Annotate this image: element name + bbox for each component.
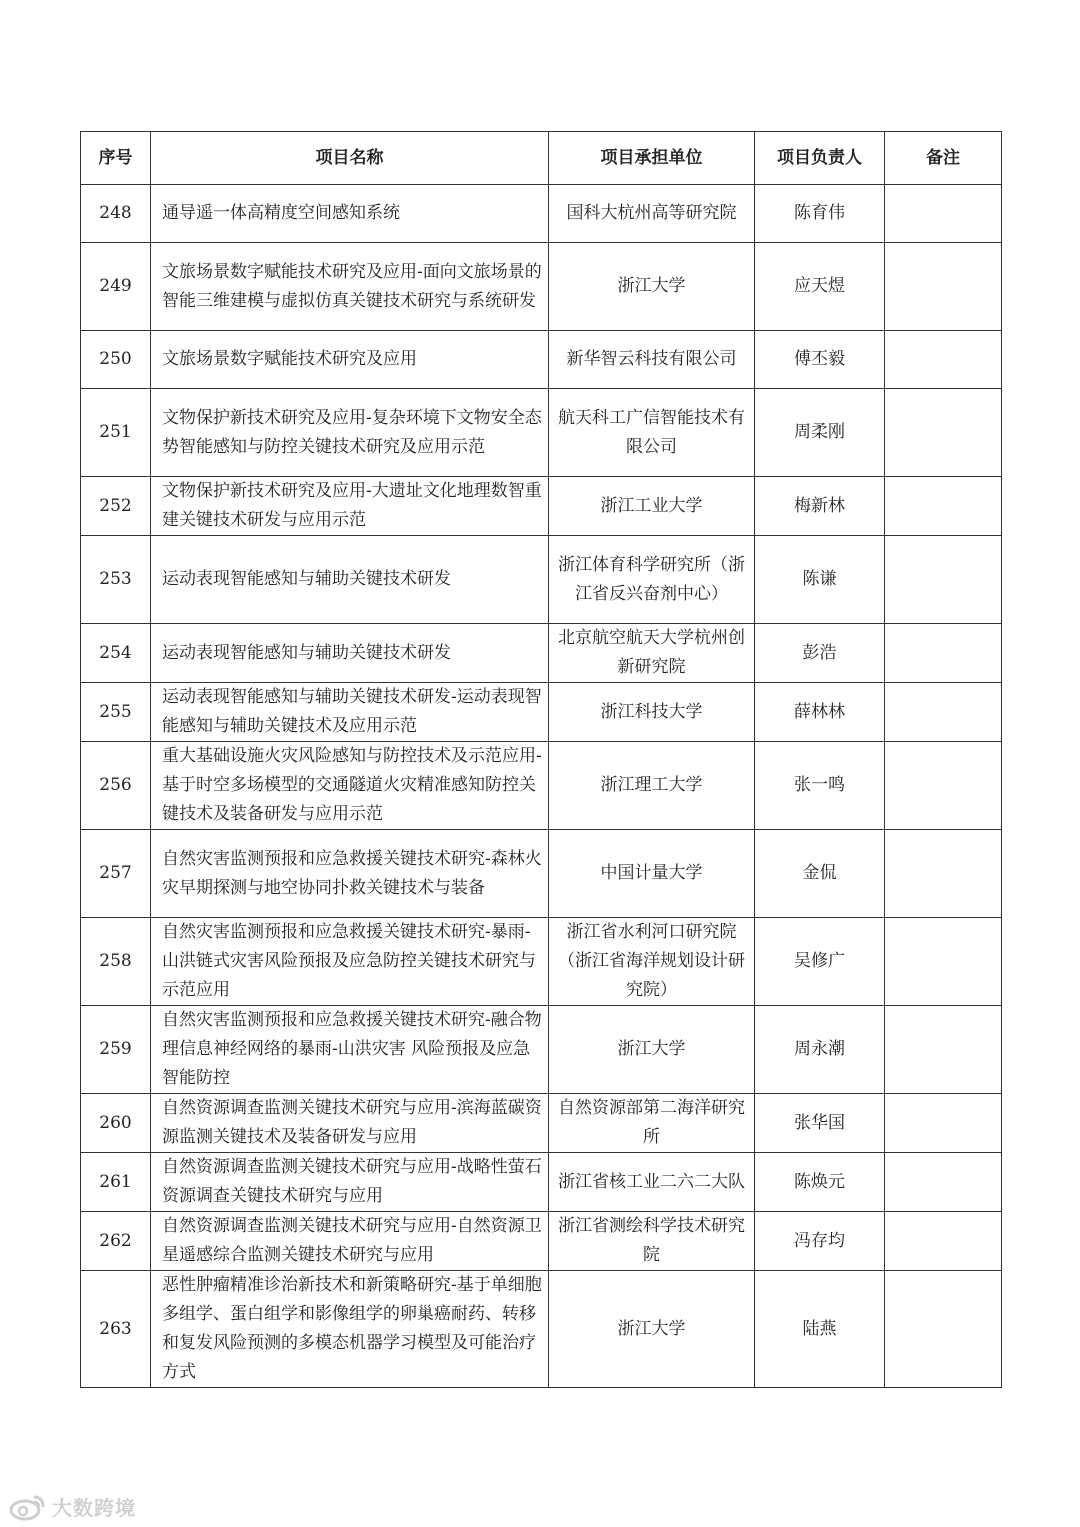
cell-remark bbox=[885, 1094, 1002, 1153]
cell-unit: 中国计量大学 bbox=[549, 830, 755, 918]
cell-remark bbox=[885, 1271, 1002, 1388]
weibo-logo-icon bbox=[8, 1493, 48, 1521]
cell-remark bbox=[885, 1006, 1002, 1094]
cell-project-name: 通导遥一体高精度空间感知系统 bbox=[151, 185, 549, 243]
project-table bbox=[80, 131, 1002, 1388]
cell-no: 253 bbox=[81, 536, 151, 624]
cell-leader: 薛林林 bbox=[755, 683, 885, 742]
cell-no: 248 bbox=[81, 185, 151, 243]
cell-no: 263 bbox=[81, 1271, 151, 1388]
cell-remark bbox=[885, 624, 1002, 683]
cell-no: 261 bbox=[81, 1153, 151, 1212]
cell-leader: 冯存均 bbox=[755, 1212, 885, 1271]
cell-remark bbox=[885, 389, 1002, 477]
cell-leader: 金侃 bbox=[755, 830, 885, 918]
table-header-row bbox=[81, 132, 1002, 185]
cell-remark bbox=[885, 331, 1002, 389]
cell-leader: 周永潮 bbox=[755, 1006, 885, 1094]
cell-project-name: 运动表现智能感知与辅助关键技术研发 bbox=[151, 624, 549, 683]
cell-remark bbox=[885, 683, 1002, 742]
cell-no: 250 bbox=[81, 331, 151, 389]
cell-remark bbox=[885, 830, 1002, 918]
cell-unit: 浙江省核工业二六二大队 bbox=[549, 1153, 755, 1212]
header-unit: 项目承担单位 bbox=[549, 132, 755, 185]
table-row bbox=[81, 1271, 1002, 1388]
table-row bbox=[81, 918, 1002, 1006]
watermark bbox=[8, 1492, 136, 1521]
cell-project-name: 自然灾害监测预报和应急救援关键技术研究-融合物理信息神经网络的暴雨-山洪灾害 风险预报及应急智能防控 bbox=[151, 1006, 549, 1094]
cell-no: 255 bbox=[81, 683, 151, 742]
table-row bbox=[81, 1153, 1002, 1212]
cell-remark bbox=[885, 477, 1002, 536]
table-row bbox=[81, 477, 1002, 536]
cell-project-name: 运动表现智能感知与辅助关键技术研发-运动表现智能感知与辅助关键技术及应用示范 bbox=[151, 683, 549, 742]
cell-remark bbox=[885, 185, 1002, 243]
table-row bbox=[81, 331, 1002, 389]
table-row bbox=[81, 1212, 1002, 1271]
cell-no: 256 bbox=[81, 742, 151, 830]
cell-leader: 彭浩 bbox=[755, 624, 885, 683]
cell-no: 258 bbox=[81, 918, 151, 1006]
watermark-text: 大数跨境 bbox=[52, 1496, 136, 1520]
cell-unit: 浙江工业大学 bbox=[549, 477, 755, 536]
header-no: 序号 bbox=[81, 132, 151, 185]
cell-unit: 浙江大学 bbox=[549, 243, 755, 331]
table-row bbox=[81, 185, 1002, 243]
cell-no: 262 bbox=[81, 1212, 151, 1271]
cell-leader: 应天煜 bbox=[755, 243, 885, 331]
cell-project-name: 文物保护新技术研究及应用-大遗址文化地理数智重建关键技术研发与应用示范 bbox=[151, 477, 549, 536]
cell-no: 254 bbox=[81, 624, 151, 683]
cell-remark bbox=[885, 918, 1002, 1006]
cell-unit: 浙江省水利河口研究院（浙江省海洋规划设计研究院） bbox=[549, 918, 755, 1006]
table-row bbox=[81, 742, 1002, 830]
cell-unit: 北京航空航天大学杭州创新研究院 bbox=[549, 624, 755, 683]
cell-project-name: 自然灾害监测预报和应急救援关键技术研究-森林火灾早期探测与地空协同扑救关键技术与装备 bbox=[151, 830, 549, 918]
cell-remark bbox=[885, 536, 1002, 624]
cell-leader: 陆燕 bbox=[755, 1271, 885, 1388]
cell-project-name: 自然灾害监测预报和应急救援关键技术研究-暴雨-山洪链式灾害风险预报及应急防控关键技术研究与示范应用 bbox=[151, 918, 549, 1006]
cell-leader: 陈育伟 bbox=[755, 185, 885, 243]
cell-unit: 国科大杭州高等研究院 bbox=[549, 185, 755, 243]
header-remark: 备注 bbox=[885, 132, 1002, 185]
cell-unit: 浙江科技大学 bbox=[549, 683, 755, 742]
table-row bbox=[81, 1094, 1002, 1153]
table-row bbox=[81, 389, 1002, 477]
cell-no: 259 bbox=[81, 1006, 151, 1094]
cell-remark bbox=[885, 1212, 1002, 1271]
table-row bbox=[81, 243, 1002, 331]
cell-unit: 浙江大学 bbox=[549, 1006, 755, 1094]
cell-project-name: 文旅场景数字赋能技术研究及应用-面向文旅场景的智能三维建模与虚拟仿真关键技术研究与系统研发 bbox=[151, 243, 549, 331]
cell-project-name: 文旅场景数字赋能技术研究及应用 bbox=[151, 331, 549, 389]
table-row bbox=[81, 536, 1002, 624]
cell-unit: 浙江体育科学研究所（浙江省反兴奋剂中心） bbox=[549, 536, 755, 624]
cell-unit: 浙江大学 bbox=[549, 1271, 755, 1388]
cell-no: 251 bbox=[81, 389, 151, 477]
table-row bbox=[81, 830, 1002, 918]
cell-unit: 新华智云科技有限公司 bbox=[549, 331, 755, 389]
cell-project-name: 恶性肿瘤精准诊治新技术和新策略研究-基于单细胞多组学、蛋白组学和影像组学的卵巢癌耐药、转移和复发风险预测的多模态机器学习模型及可能治疗方式 bbox=[151, 1271, 549, 1388]
table-body bbox=[81, 185, 1002, 1388]
cell-unit: 航天科工广信智能技术有限公司 bbox=[549, 389, 755, 477]
cell-unit: 自然资源部第二海洋研究所 bbox=[549, 1094, 755, 1153]
cell-project-name: 运动表现智能感知与辅助关键技术研发 bbox=[151, 536, 549, 624]
table-row bbox=[81, 683, 1002, 742]
header-project-name: 项目名称 bbox=[151, 132, 549, 185]
cell-unit: 浙江理工大学 bbox=[549, 742, 755, 830]
cell-project-name: 自然资源调查监测关键技术研究与应用-自然资源卫星遥感综合监测关键技术研究与应用 bbox=[151, 1212, 549, 1271]
cell-no: 249 bbox=[81, 243, 151, 331]
cell-remark bbox=[885, 742, 1002, 830]
table-row bbox=[81, 1006, 1002, 1094]
cell-no: 260 bbox=[81, 1094, 151, 1153]
cell-no: 252 bbox=[81, 477, 151, 536]
cell-project-name: 自然资源调查监测关键技术研究与应用-滨海蓝碳资源监测关键技术及装备研发与应用 bbox=[151, 1094, 549, 1153]
header-leader: 项目负责人 bbox=[755, 132, 885, 185]
cell-unit: 浙江省测绘科学技术研究院 bbox=[549, 1212, 755, 1271]
cell-project-name: 文物保护新技术研究及应用-复杂环境下文物安全态势智能感知与防控关键技术研究及应用示范 bbox=[151, 389, 549, 477]
cell-leader: 张华国 bbox=[755, 1094, 885, 1153]
cell-remark bbox=[885, 243, 1002, 331]
cell-leader: 陈谦 bbox=[755, 536, 885, 624]
cell-remark bbox=[885, 1153, 1002, 1212]
cell-leader: 傅丕毅 bbox=[755, 331, 885, 389]
cell-project-name: 自然资源调查监测关键技术研究与应用-战略性萤石资源调查关键技术研究与应用 bbox=[151, 1153, 549, 1212]
cell-project-name: 重大基础设施火灾风险感知与防控技术及示范应用-基于时空多场模型的交通隧道火灾精准感知防控关键技术及装备研发与应用示范 bbox=[151, 742, 549, 830]
cell-leader: 周柔刚 bbox=[755, 389, 885, 477]
cell-leader: 陈焕元 bbox=[755, 1153, 885, 1212]
cell-leader: 吴修广 bbox=[755, 918, 885, 1006]
cell-no: 257 bbox=[81, 830, 151, 918]
cell-leader: 梅新林 bbox=[755, 477, 885, 536]
cell-leader: 张一鸣 bbox=[755, 742, 885, 830]
table-row bbox=[81, 624, 1002, 683]
